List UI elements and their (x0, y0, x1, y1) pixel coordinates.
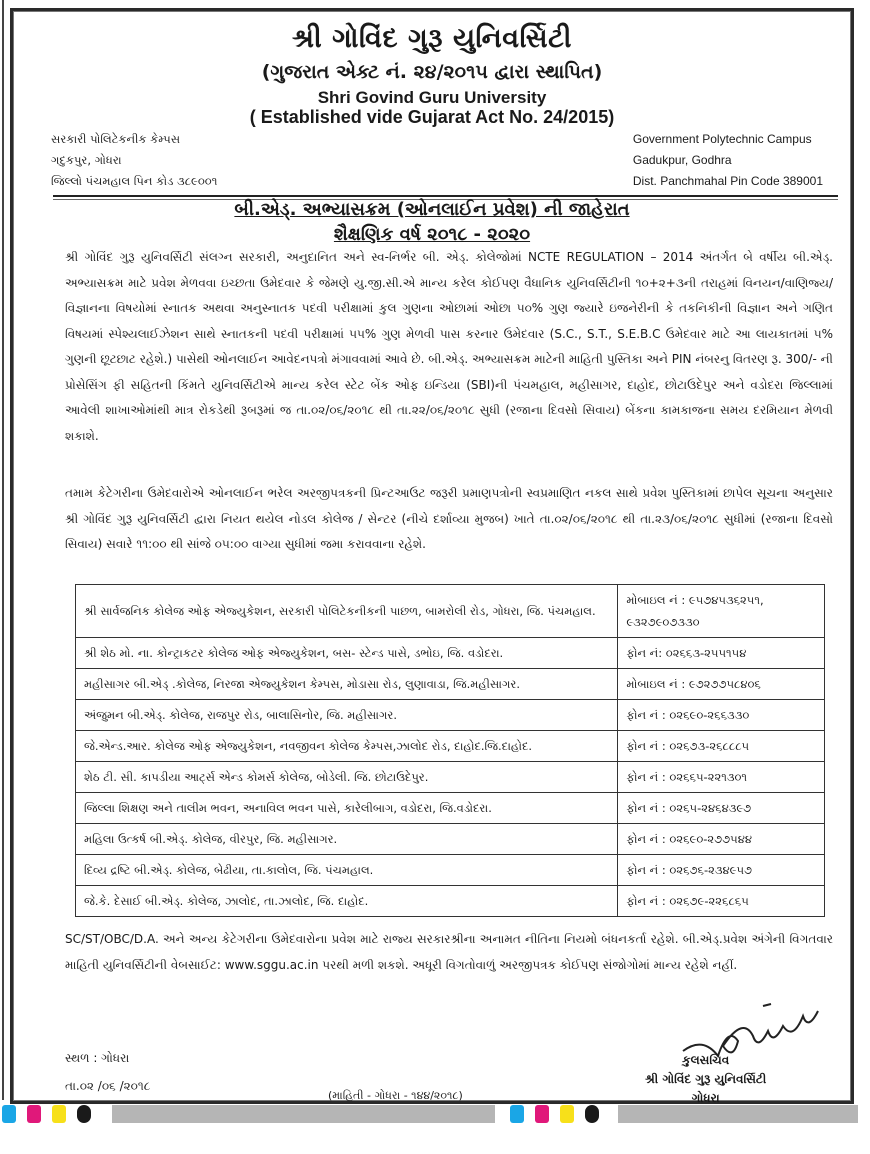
table-row (76, 886, 825, 917)
academic-year: શૈક્ષણિક વર્ષ ૨૦૧૮ - ૨૦૨૦ (333, 224, 531, 245)
college-contact: ફોન નં : ૦૨૬૭૯-૨૨૬૮૬૫ (618, 886, 825, 917)
nodal-colleges-table (75, 584, 825, 917)
address-line: Dist. Panchmahal Pin Code 389001 (632, 174, 823, 188)
signatory-city: ગોધરા (691, 1091, 720, 1105)
college-name: મહીસાગર બી.એડ્ .કોલેજ, નિરજા એજ્યુકેશન કેમ્પસ, મોડાસા રોડ, લુણાવાડા, જિ.મહીસાગર. (76, 669, 618, 700)
college-contact: ફોન નં : ૦૨૬૭૩-૨૬૮૮૮૫ (618, 731, 825, 762)
signatory-block (645, 1051, 766, 1108)
table-row (76, 762, 825, 793)
cyan-mark-icon (2, 1105, 16, 1123)
submission-paragraph: તમામ કેટેગરીના ઉમેદવારોએ ઓનલાઈન ભરેલ અરજીપત્રકની પ્રિન્ટઆઉટ જરૂરી પ્રમાણપત્રોની સ્વપ્રમાણિત નકલ સાથે પ્રવેશ પુસ્તિકામાં છાપેલ સૂચના અનુસાર શ્રી ગોવિંદ ગુરૂ યુનિવર્સિટી દ્વારા નિયત થયેલ નોડલ કોલેજ / સેન્ટર (નીચે દર્શાવ્યા મુજબ) ખાતે તા.૦૨/૦૬/૨૦૧૮ થી તા.૨૩/૦૬/૨૦૧૮ સુધીમાં (રજાના દિવસો સિવાય) સવારે ૧૧:૦૦ થી સાંજે ૦૫:૦૦ વાગ્યા સુધીમાં જમા કરાવવાના રહેશે. (65, 486, 833, 551)
gray-bar (618, 1105, 858, 1123)
magenta-mark-icon (535, 1105, 549, 1123)
table-row (76, 700, 825, 731)
table-row (76, 585, 825, 638)
reservation-paragraph: SC/ST/OBC/D.A. અને અન્ય કેટેગરીના ઉમેદવારોના પ્રવેશ માટે રાજ્ય સરકારશ્રીના અનામત નીતિના નિયમો બંધનકર્તા રહેશે. બી.એડ્.પ્રવેશ અંગેની વિગતવાર માહિતી યુનિવર્સિટીની વેબસાઈટ: www.sggu.ac.in પરથી મળી શકશે. અધૂરી વિગતોવાળું અરજીપત્રક કોઈપણ સંજોગોમાં માન્ય રહેશે નહીં. (65, 932, 833, 972)
college-name: શ્રી શેઠ મો. ના. કોન્ટ્રાકટર કોલેજ ઓફ એજ્યુકેશન, બસ- સ્ટેન્ડ પાસે, ડભોઇ, જિ. વડોદરા. (76, 638, 618, 669)
reference-number: (માહિતી - ગોધરા - ૧૪૪/૨૦૧૮) (328, 1089, 463, 1102)
college-name: જે.એન્ડ.આર. કોલેજ ઓફ એજ્યુકેશન, નવજીવન કોલેજ કેમ્પસ,ઝાલોદ રોડ, દાહોદ.જિ.દાહોદ. (76, 731, 618, 762)
eligibility-paragraph: શ્રી ગોવિંદ ગુરૂ યુનિવર્સિટી સંલગ્ન સરકારી, અનુદાનિત અને સ્વ-નિર્ભર બી. એડ્. કોલેજોમાં NCTE REGULATION – 2014 અંતર્ગત બે વર્ષીય બી.એડ્. અભ્યાસક્રમ માટે પ્રવેશ મેળવવા ઇચ્છતા ઉમેદવાર કે જેમણે યુ.જી.સી.એ માન્ય કરેલ કોઈપણ વૈધાનિક યુનિવર્સિટીની ૧૦+૨+૩ની તરાહમાં વિનયન/વાણિજ્ય/વિજ્ઞાનના વિષયોમાં સ્નાતક અથવા અનુસ્નાતક પદવી પરીક્ષામાં કુલ ગુણના ઓછામાં ઓછા ૫૦% ગુણ જ્યારે ઇજનેરીની કે તકનિકીની વિજ્ઞાન અને ગણિત વિષયમાં સ્પેશ્યલાઈઝેશન સાથે સ્નાતકની પદવી પરીક્ષામાં ૫૫% ગુણ મેળવી પાસ કરનાર ઉમેદવાર (S.C., S.T., S.E.B.C ઉમેદવાર માટે આ લાયકાતમાં ૫% ગુણની છૂટછાટ રહેશે.) પાસેથી ઓનલાઈન આવેદનપત્રો મંગાવવામાં આવે છે. બી.એડ્. અભ્યાસક્રમ માટેની માહિતી પુસ્તિકા અને PIN નંબરનુ વિતરણ રૂ. 300/- ની પ્રોસેસિંગ ફી સહિતની કિંમતે યુનિવર્સિટીએ માન્ય કરેલ સ્ટેટ બેંક ઓફ ઇન્ડિયા (SBI)ની પંચમહાલ, મહીસાગર, દાહોદ, છોટાઉદેપુર અને વડોદરા જિલ્લામાં આવેલી શાખાઓમાંથી માત્ર રોકડેથી રૂબરૂમાં જ તા.૦૨/૦૬/૨૦૧૮ થી તા.૨૨/૦૬/૨૦૧૮ સુધી (રજાના દિવસો સિવાય) બેંકના કામકાજના સમય દરમિયાન મેળવી શકાશે. (65, 250, 833, 443)
black-mark-icon (585, 1105, 599, 1123)
college-name: જે.કે. દેસાઈ બી.એડ્. કોલેજ, ઝાલોદ, તા.ઝાલોદ, જિ. દાહોદ. (76, 886, 618, 917)
scan-edge (2, 0, 4, 1100)
table-row (76, 638, 825, 669)
table-row (76, 824, 825, 855)
college-name: જિલ્લા શિક્ષણ અને તાલીમ ભવન, અનાવિલ ભવન પાસે, કારેલીબાગ, વડોદરા, જિ.વડોદરા. (76, 793, 618, 824)
table-row (76, 855, 825, 886)
college-name: શ્રી સાર્વજનિક કોલેજ ઓફ એજ્યુકેશન, સરકારી પોલિટેકનીકની પાછળ, બામરોલી રોડ, ગોધરા, જિ. પંચમહાલ. (76, 585, 618, 638)
advertisement-page (10, 8, 854, 1104)
address-line: ગદુકપુર, ગોધરા (51, 153, 122, 167)
place-label: સ્થળ : ગોધરા (65, 1051, 130, 1065)
address-line: જિલ્લો પંચમહાલ પિન કોડ ૩૮૯૦૦૧ (51, 174, 218, 188)
gray-bar (112, 1105, 495, 1123)
magenta-mark-icon (27, 1105, 41, 1123)
act-english: ( Established vide Gujarat Act No. 24/2015) (249, 107, 615, 127)
address-english (633, 129, 823, 192)
cyan-mark-icon (510, 1105, 524, 1123)
black-mark-icon (77, 1105, 91, 1123)
college-name: દિવ્ય દ્રષ્ટિ બી.એડ્. કોલેજ, બેઢીયા, તા.કાલોલ, જિ. પંચમહાલ. (76, 855, 618, 886)
header-divider (53, 195, 838, 197)
table-row (76, 793, 825, 824)
college-name: શેઠ ટી. સી. કાપડીયા આર્ટ્સ એન્ડ કોમર્સ કોલેજ, બોડેલી. જિ. છોટાઉદેપુર. (76, 762, 618, 793)
table-row (76, 731, 825, 762)
college-contact: ફોન નં : ૦૨૬૫-૨૪૬૪૩૯૭ (618, 793, 825, 824)
table-row (76, 669, 825, 700)
college-contact: ફોન નં : ૦૨૬૭૬-૨૩૪૯૫૭ (618, 855, 825, 886)
college-contact: ફોન નં : ૦૨૬૯૦-૨૭૭૫૪૪ (618, 824, 825, 855)
notice-title: બી.એડ્. અભ્યાસક્રમ (ઓનલાઈન પ્રવેશ) ની જાહેરાત (234, 199, 630, 220)
college-name: મહિલા ઉત્કર્ષ બી.એડ્. કોલેજ, વીરપુર, જિ. મહીસાગર. (76, 824, 618, 855)
college-name: અંજુમન બી.એડ્. કોલેજ, રાજપુર રોડ, બાલાસિનોર, જિ. મહીસાગર. (76, 700, 618, 731)
date-label: તા.૦૨ /૦૬ /૨૦૧૮ (65, 1079, 151, 1093)
college-contact: મોબાઇલ નં : ૯૫૭૪૫૩૬૨૫૧, ૯૩૨૭૯૦૭૩૩૦ (618, 585, 825, 638)
act-gujarati: (ગુજરાત એક્ટ નં. ૨૪/૨૦૧૫ દ્વારા સ્થાપિત) (261, 61, 603, 83)
college-contact: મોબાઇલ નં : ૯૭૨૭૭૫૮૪૦૬ (618, 669, 825, 700)
address-gujarati (51, 129, 217, 192)
signatory-title: કુલસચિવ (682, 1053, 730, 1067)
address-line: Government Polytechnic Campus (632, 132, 812, 146)
university-name-gujarati: શ્રી ગોવિંદ ગુરૂ યુનિવર્સિટી (291, 23, 573, 54)
yellow-mark-icon (560, 1105, 574, 1123)
college-contact: ફોન નં : ૦૨૬૯૦-૨૬૬૩૩૦ (618, 700, 825, 731)
yellow-mark-icon (52, 1105, 66, 1123)
address-line: Gadukpur, Godhra (632, 153, 732, 167)
college-contact: ફોન નં : ૦૨૬૬૫-૨૨૧૩૦૧ (618, 762, 825, 793)
address-line: સરકારી પોલિટેકનીક કેમ્પસ (51, 132, 181, 146)
signatory-organization: શ્રી ગોવિંદ ગુરૂ યુનિવર્સિટી (645, 1072, 767, 1086)
print-registration-marks (0, 1104, 870, 1124)
college-contact: ફોન નં: ૦૨૬૬૩-૨૫૫૧૫૪ (618, 638, 825, 669)
university-name-english: Shri Govind Guru University (317, 88, 547, 107)
